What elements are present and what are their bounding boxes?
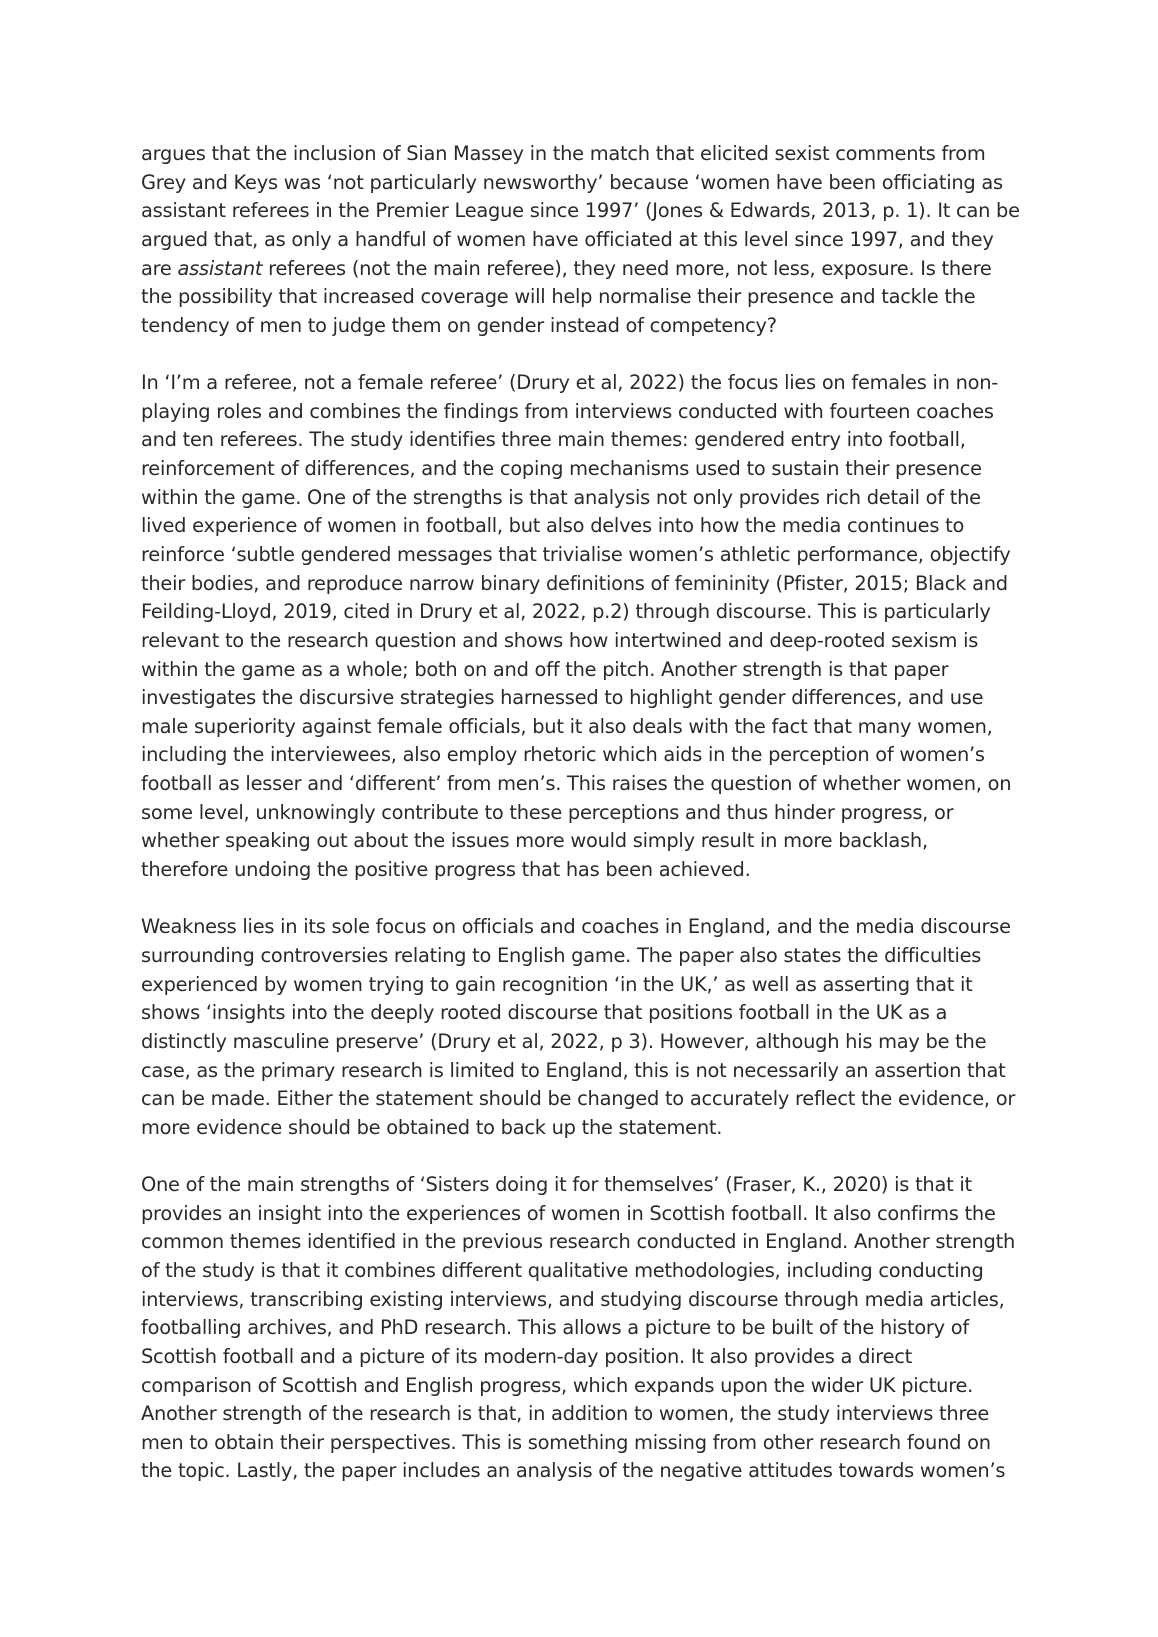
text-line: within the game as a whole; both on and off the pitch. Another strength is that paper bbox=[141, 657, 949, 681]
text-line: distinctly masculine preserve’ (Drury et al, 2022, p 3). However, although his may be the bbox=[141, 1029, 987, 1053]
text-line: can be made. Either the statement should be changed to accurately reflect the evidence, or bbox=[141, 1087, 1016, 1111]
text-line: One of the main strengths of ‘Sisters doing it for themselves’ (Fraser, K., 2020) is that it bbox=[141, 1173, 972, 1197]
text-line: within the game. One of the strengths is that analysis not only provides rich detail of the bbox=[141, 485, 981, 509]
text-line: lived experience of women in football, but also delves into how the media continues to bbox=[141, 514, 965, 538]
text-line: argued that, as only a handful of women have officiated at this level since 1997, and they bbox=[141, 227, 994, 251]
text-line: Feilding-Lloyd, 2019, cited in Drury et al, 2022, p.2) through discourse. This is particularly bbox=[141, 600, 991, 624]
text-line: investigates the discursive strategies harnessed to highlight gender differences, and use bbox=[141, 686, 984, 710]
paragraph bbox=[141, 1171, 1021, 1486]
text-line: the topic. Lastly, the paper includes an analysis of the negative attitudes towards women’s bbox=[141, 1459, 1006, 1483]
text-line: playing roles and combines the findings from interviews conducted with fourteen coaches bbox=[141, 399, 994, 423]
text-line: men to obtain their perspectives. This is something missing from other research found on bbox=[141, 1430, 991, 1454]
italic-text-run: assistant bbox=[177, 256, 263, 280]
text-line: whether speaking out about the issues more would simply result in more backlash, bbox=[141, 829, 928, 853]
text-line: assistant referees in the Premier League since 1997’ (Jones & Edwards, 2013, p. 1). It can be bbox=[141, 199, 1020, 223]
text-line: their bodies, and reproduce narrow binary definitions of femininity (Pfister, 2015; Black and bbox=[141, 571, 1008, 595]
text-line: comparison of Scottish and English progress, which expands upon the wider UK picture. bbox=[141, 1373, 974, 1397]
text-line: some level, unknowingly contribute to these perceptions and thus hinder progress, or bbox=[141, 800, 954, 824]
paragraph-spacer bbox=[141, 885, 1021, 914]
paragraph bbox=[141, 140, 1021, 340]
paragraph-spacer bbox=[141, 340, 1021, 369]
paragraph bbox=[141, 369, 1021, 885]
text-line: including the interviewees, also employ rhetoric which aids in the perception of women’s bbox=[141, 743, 985, 767]
paragraph bbox=[141, 913, 1021, 1142]
text-line: relevant to the research question and shows how intertwined and deep-rooted sexism is bbox=[141, 628, 979, 652]
text-line: reinforcement of differences, and the coping mechanisms used to sustain their presence bbox=[141, 457, 982, 481]
text-line: and ten referees. The study identifies three main themes: gendered entry into football, bbox=[141, 428, 966, 452]
text-line: footballing archives, and PhD research. This allows a picture to be built of the history of bbox=[141, 1316, 969, 1340]
text-line: Scottish football and a picture of its modern-day position. It also provides a direct bbox=[141, 1344, 913, 1368]
text-run: are bbox=[141, 256, 178, 280]
text-line: Weakness lies in its sole focus on officials and coaches in England, and the media discourse bbox=[141, 915, 1011, 939]
paragraph-spacer bbox=[141, 1142, 1021, 1171]
text-line: more evidence should be obtained to back up the statement. bbox=[141, 1115, 723, 1139]
text-line: Another strength of the research is that, in addition to women, the study interviews three bbox=[141, 1402, 990, 1426]
text-line: of the study is that it combines different qualitative methodologies, including conducting bbox=[141, 1258, 984, 1282]
text-line: reinforce ‘subtle gendered messages that trivialise women’s athletic performance, objectify bbox=[141, 542, 1011, 566]
text-line: shows ‘insights into the deeply rooted discourse that positions football in the UK as a bbox=[141, 1001, 948, 1025]
text-line: case, as the primary research is limited to England, this is not necessarily an assertion that bbox=[141, 1058, 1006, 1082]
text-line: provides an insight into the experiences of women in Scottish football. It also confirms the bbox=[141, 1201, 996, 1225]
text-line: tendency of men to judge them on gender instead of competency? bbox=[141, 313, 777, 337]
text-line: experienced by women trying to gain recognition ‘in the UK,’ as well as asserting that it bbox=[141, 972, 973, 996]
text-line: the possibility that increased coverage will help normalise their presence and tackle the bbox=[141, 285, 976, 309]
text-line: surrounding controversies relating to English game. The paper also states the difficulties bbox=[141, 943, 982, 967]
text-line: In ‘I’m a referee, not a female referee’ (Drury et al, 2022) the focus lies on females in non- bbox=[141, 371, 999, 395]
document-body bbox=[141, 140, 1021, 1486]
text-line: common themes identified in the previous research conducted in England. Another strength bbox=[141, 1230, 1016, 1254]
text-line: argues that the inclusion of Sian Massey in the match that elicited sexist comments from bbox=[141, 142, 986, 165]
text-line bbox=[141, 255, 1021, 284]
text-line: male superiority against female officials, but it also deals with the fact that many women, bbox=[141, 714, 993, 738]
text-run: referees (not the main referee), they need more, not less, exposure. Is there bbox=[262, 256, 992, 280]
text-line: football as lesser and ‘different’ from men’s. This raises the question of whether women, on bbox=[141, 772, 1012, 796]
text-line: interviews, transcribing existing interviews, and studying discourse through media articles, bbox=[141, 1287, 1005, 1311]
text-line: therefore undoing the positive progress that has been achieved. bbox=[141, 858, 751, 882]
text-line: Grey and Keys was ‘not particularly newsworthy’ because ‘women have been officiating as bbox=[141, 170, 1003, 194]
